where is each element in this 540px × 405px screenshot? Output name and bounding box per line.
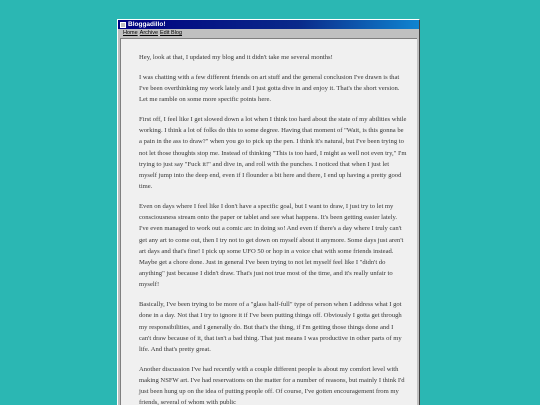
post-paragraph: Even on days where I feel like I don't have a specific goal, but I want to draw, I just try to let my consciousness stream onto the paper or tablet and see what happens. It's been getting easier lately. I've even managed to work out a comic arc in doing so! And even if there's a day where I truly can't get any art to come out, then I try not to get down on myself about it anymore. Some days just aren't art days and that's fine! I pick up some UFO 50 or hop in a voice chat with some friends instead. Maybe get a chore done. Just in general I've been trying to not let myself feel like I "didn't do anything" just because I didn't draw. That's just not true most of the time, and it's really unfair to myself! [139, 203, 404, 289]
window-title: Bloggadillo! [128, 21, 166, 28]
app-icon [120, 22, 126, 28]
menu-home-link[interactable]: Home [123, 30, 138, 36]
menu-bar [118, 29, 419, 37]
menu-archive-link[interactable]: Archive [139, 30, 159, 36]
content-area[interactable] [120, 38, 417, 405]
post-paragraph: Hey, look at that, I updated my blog and it didn't take me several months! [139, 54, 333, 61]
post-paragraph: Another discussion I've had recently with a couple different people is about my comfort level with making NSFW art. I've had reservations on the matter for a number of reasons, but mainly I think I'd just been hung up on the idea of putting people off. Of course, I've gotten encouragement from my friends, several of whom with public [139, 365, 405, 405]
menu-edit-blog-link[interactable]: Edit Blog [160, 30, 183, 36]
blog-post [121, 39, 417, 405]
post-paragraph: Basically, I've been trying to be more of a "glass half-full" type of person when I address what I got done in a day. Not that I try to ignore it if I've been putting things off. Obviously I gotta get through my responsibilities, and I generally do. But that's the thing, if I'm getting those things done and I can't draw because of it, that isn't a bad thing. That just means I was productive in other parts of my life. And that's pretty great. [139, 301, 402, 354]
post-paragraph: I was chatting with a few different friends on art stuff and the general conclusion I've drawn is that I've been overthinking my work lately and I just gotta dive in and enjoy it. That's the short version. Let me ramble on some more specific points here. [139, 73, 400, 104]
title-bar[interactable] [118, 20, 419, 29]
post-paragraph: First off, I feel like I get slowed down a lot when I think too hard about the state of my abilities while working. I think a lot of folks do this to some degree. Having that moment of "Wait, is this gonna be a pain in the ass to draw?" when you go to pick up the pen. I think it's natural, but I've been trying to not let those thoughts stop me. Instead of thinking "This is too hard, I might as well not even try," I'm trying to just say "Fuck it!" and dive in, and roll with the punches. I noticed that when I just let myself jump into the deep end, even if I flounder a bit here and there, I end up having a pretty good time. [139, 116, 407, 191]
blog-window [117, 19, 420, 405]
